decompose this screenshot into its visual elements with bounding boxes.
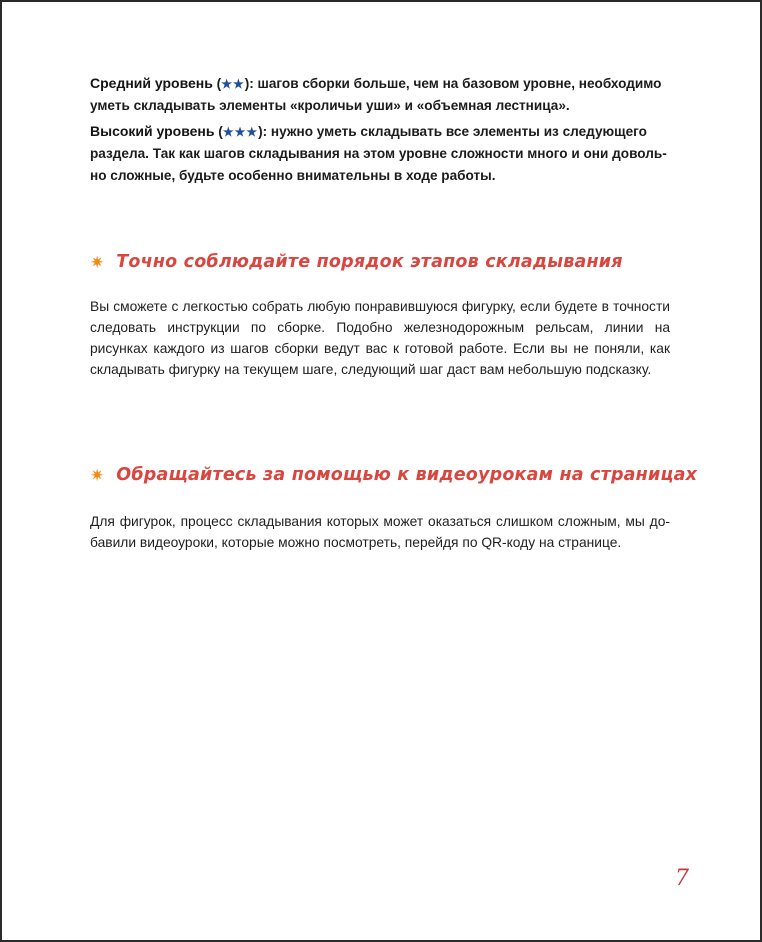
star-bullet-icon: ✷ xyxy=(90,252,105,272)
medium-level-open-paren: ( xyxy=(212,76,222,91)
medium-level-close: ): xyxy=(244,76,254,91)
medium-level-paragraph xyxy=(90,72,670,117)
medium-level-name: Средний уровень xyxy=(90,75,213,91)
section-body-order: Вы сможете с легкостью собрать любую понравившуюся фигурку, если будете в точности следовать инструкции по сборке. Подобно железнодорожным рельсам, линии на рисунках каждого из шагов сборки ведут вас к готовой работе. Если вы не поняли, как складывать фигурку на текущем шаге, следующий шаг даст вам небольшую подсказку. xyxy=(90,299,670,377)
section-body-video: Для фигурок, процесс складывания которых может оказаться слишком сложным, мы добавили видеоуроки, которые можно посмотреть, перейдя по QR-коду на странице. xyxy=(90,514,670,550)
star-bullet-icon: ✷ xyxy=(90,465,105,485)
high-level-paragraph xyxy=(90,120,670,187)
medium-level-stars-icon: ★★ xyxy=(221,77,245,91)
section-heading-order xyxy=(90,252,623,272)
section-title: Точно соблюдайте порядок этапов складывания xyxy=(116,252,623,272)
section-title: Обращайтесь за помощью к видеоурокам на страницах xyxy=(116,465,698,485)
page-number: 7 xyxy=(675,866,689,891)
high-level-open-paren: ( xyxy=(214,124,223,139)
high-level-close: ): xyxy=(258,124,268,139)
section-heading-video xyxy=(90,465,697,485)
difficulty-levels xyxy=(90,72,670,190)
medium-level-text: шагов сборки больше, чем на базовом уровне, необходимо уметь складывать элементы «кроличьи уши» и «объемная лестница». xyxy=(90,76,662,113)
high-level-stars-icon: ★★★ xyxy=(222,125,259,139)
high-level-text: нужно уметь складывать все элементы из следующего раздела. Так как шагов складывания на этом уровне сложности много и они довольно сложные, будьте особенно внимательны в ходе работы. xyxy=(90,124,667,183)
high-level-name: Высокий уровень xyxy=(90,123,215,139)
